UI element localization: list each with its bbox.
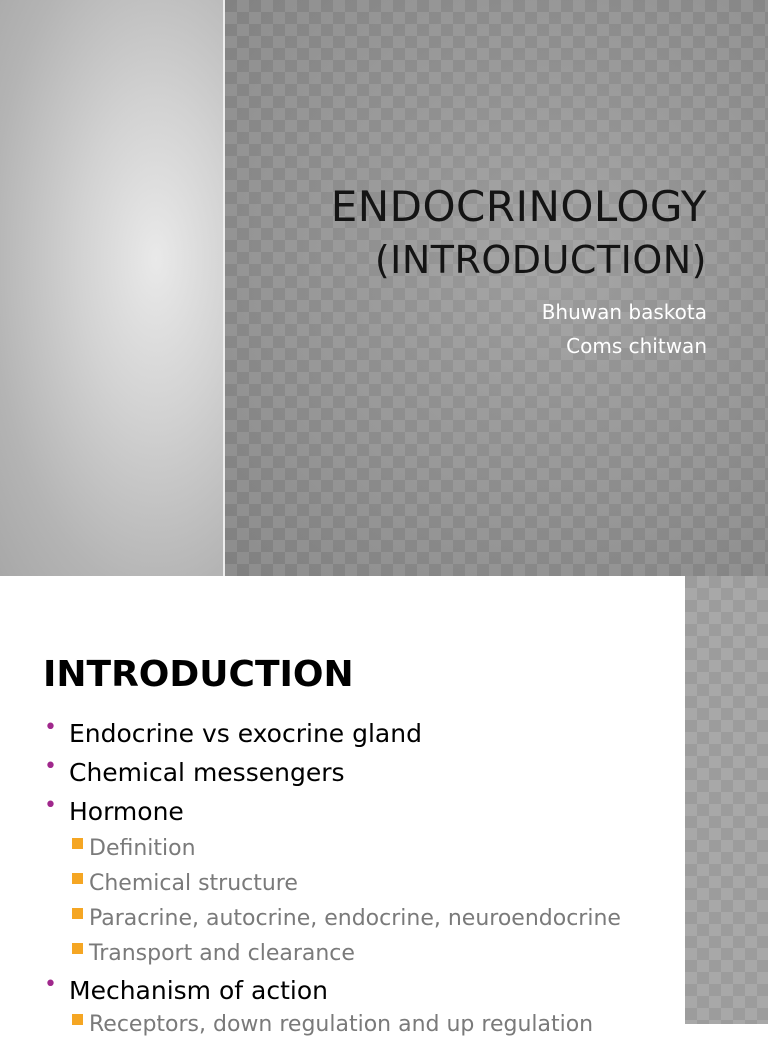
bullet-text: Mechanism of action: [69, 976, 328, 1005]
bullet-item: [44, 972, 328, 1005]
square-bullet-icon: [72, 873, 83, 884]
sub-bullet-text: Transport and clearance: [89, 941, 355, 966]
bullet-item: [44, 793, 184, 826]
bullet-dot-icon: •: [44, 715, 57, 740]
sub-bullet-item: [72, 941, 355, 966]
slide-heading: INTRODUCTION: [43, 654, 354, 695]
sub-bullet-item: [72, 836, 196, 861]
sub-bullet-text: Chemical structure: [89, 871, 298, 896]
bullet-dot-icon: •: [44, 793, 57, 818]
sub-bullet-text: Receptors, down regulation and up regulation: [89, 1012, 594, 1037]
slide-title: ENDOCRINOLOGY: [330, 182, 707, 231]
author-name: Bhuwan baskota: [541, 300, 707, 324]
bullet-text: Chemical messengers: [69, 758, 345, 787]
bullet-item: [44, 754, 345, 787]
bullet-item: [44, 715, 422, 748]
sub-bullet-item: [72, 871, 298, 896]
institution-name: Coms chitwan: [566, 334, 707, 358]
slide-right-panel: [225, 0, 768, 576]
square-bullet-icon: [72, 908, 83, 919]
bullet-dot-icon: •: [44, 972, 57, 997]
square-bullet-icon: [72, 943, 83, 954]
square-bullet-icon: [72, 1014, 83, 1025]
slide-title-sub: (INTRODUCTION): [374, 238, 707, 282]
bullet-dot-icon: •: [44, 754, 57, 779]
content-slide: [0, 576, 768, 1037]
sub-bullet-text: Paracrine, autocrine, endocrine, neuroendocrine: [89, 906, 621, 931]
decorative-strip: [685, 576, 768, 1024]
sub-bullet-item: [72, 1012, 593, 1037]
sub-bullet-text: Definition: [89, 836, 196, 861]
slide-left-panel: [0, 0, 223, 576]
bullet-text: Endocrine vs exocrine gland: [69, 719, 422, 748]
sub-bullet-item: [72, 906, 621, 931]
square-bullet-icon: [72, 838, 83, 849]
bullet-text: Hormone: [69, 797, 184, 826]
